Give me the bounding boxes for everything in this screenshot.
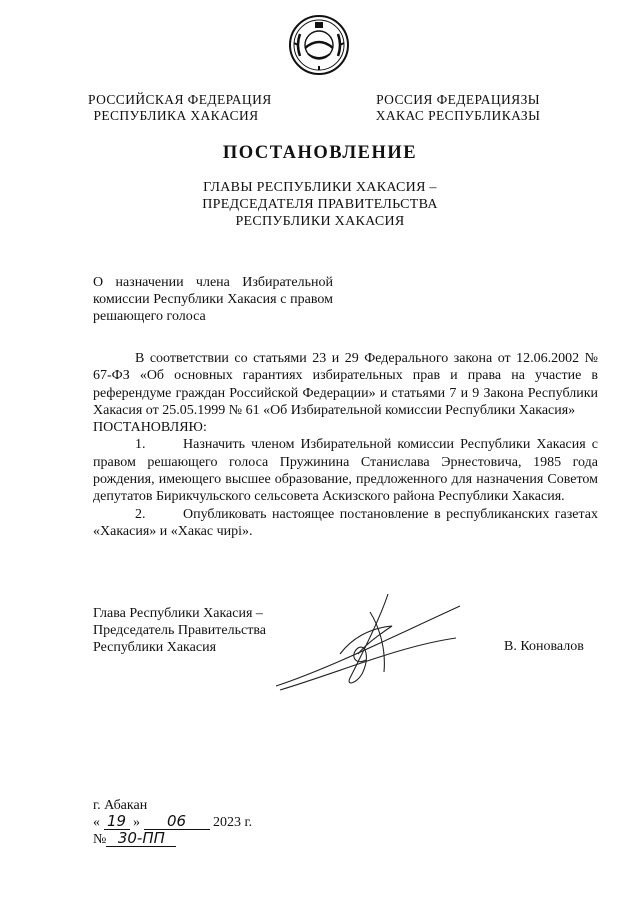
header-right xyxy=(375,92,541,124)
body-decree: ПОСТАНОВЛЯЮ: xyxy=(93,420,207,436)
header-right-line1: РОССИЯ ФЕДЕРАЦИЯЗЫ xyxy=(376,92,540,107)
position-line3: Республики Хакасия xyxy=(93,640,217,655)
subtitle-line1: ГЛАВЫ РЕСПУБЛИКИ ХАКАСИЯ – xyxy=(203,180,437,195)
document-title: ПОСТАНОВЛЕНИЕ xyxy=(222,143,418,163)
footer-city: г. Абакан xyxy=(93,798,148,813)
position-line2: Председатель Правительства xyxy=(93,623,266,638)
document-body xyxy=(93,350,598,540)
date-year: 2023 г. xyxy=(213,815,253,830)
document-number: 30-ПП xyxy=(106,831,176,847)
item-2-number: 2. xyxy=(135,506,146,522)
header-left xyxy=(88,92,272,124)
signatory-position xyxy=(93,605,266,656)
signatory-name: В. Коновалов xyxy=(504,639,584,654)
date-close-quote: » xyxy=(133,815,140,830)
subtitle-line3: РЕСПУБЛИКИ ХАКАСИЯ xyxy=(235,214,405,229)
date-month: 06 xyxy=(144,814,210,830)
handwritten-signature xyxy=(270,588,470,698)
body-item-1 xyxy=(93,436,598,505)
header-right-line2: ХАКАС РЕСПУБЛИКАЗЫ xyxy=(375,108,541,123)
item-1-number: 1. xyxy=(135,437,146,453)
document-subtitle xyxy=(160,179,480,230)
coat-of-arms-emblem xyxy=(288,14,350,76)
item-1-text: Назначить членом Избирательной комиссии Республики Хакасия с правом решающего голоса Пружинина Станислава Эрнестовича, 1985 года рождения, имеющего высшее образование, предложенного для назначения Советом депутатов Бирикчульского сельсовета Аскизского района Республики Хакасия. xyxy=(93,437,598,505)
position-line1: Глава Республики Хакасия – xyxy=(93,606,263,621)
document-footer xyxy=(93,797,252,848)
document-subject: О назначении члена Избирательной комиссии Республики Хакасия с правом решающего голоса xyxy=(93,275,333,324)
footer-number xyxy=(93,831,252,848)
body-intro: В соответствии со статьями 23 и 29 Федерального закона от 12.06.2002 № 67-ФЗ «Об основных гарантиях избирательных прав и права на участие в референдуме граждан Российской Федерации» и статьями 7 и 9 Закона Республики Хакасия от 25.05.1999 № 61 «Об Избирательной комиссии Республики Хакасия» xyxy=(93,351,598,418)
item-2-text: Опубликовать настоящее постановление в республиканских газетах «Хакасия» и «Хакас чирі». xyxy=(93,506,598,539)
subtitle-line2: ПРЕДСЕДАТЕЛЯ ПРАВИТЕЛЬСТВА xyxy=(202,197,438,212)
header-left-line1: РОССИЙСКАЯ ФЕДЕРАЦИЯ xyxy=(88,92,272,107)
footer-date xyxy=(93,814,252,831)
number-prefix: № xyxy=(93,832,107,847)
header-left-line2: РЕСПУБЛИКА ХАКАСИЯ xyxy=(93,108,259,123)
date-day: 19 xyxy=(104,814,130,830)
body-item-2 xyxy=(93,506,598,541)
date-open-quote: « xyxy=(93,815,100,830)
